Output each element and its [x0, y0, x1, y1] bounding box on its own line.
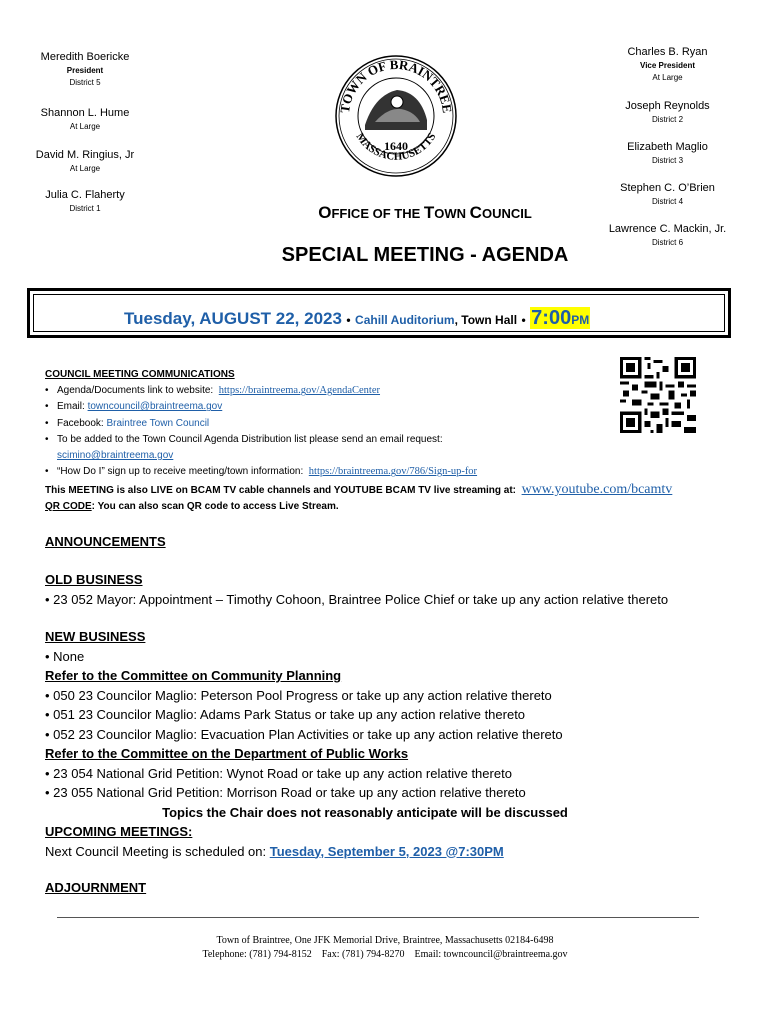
member-district: District 3	[651, 156, 684, 165]
member-name: Charles B. Ryan	[627, 46, 708, 58]
member-district: At Large	[652, 73, 683, 82]
member-name: David M. Ringius, Jr	[35, 149, 135, 161]
footer-contact: Telephone: (781) 794-8152 Fax: (781) 794-8270 Email: towncouncil@braintreema.gov	[202, 949, 568, 960]
new-business-heading: NEW BUSINESS	[45, 629, 146, 644]
old-business-section	[45, 570, 745, 609]
next-meeting-date[interactable]: Tuesday, September 5, 2023 @7:30PM	[269, 843, 504, 859]
list-item: • 23 052 Mayor: Appointment – Timothy Cohoon, Braintree Police Chief or take up any action relative thereto	[45, 591, 669, 607]
member-district: At Large	[69, 122, 101, 131]
member-role: President	[66, 66, 104, 75]
communications-section	[45, 367, 605, 480]
upcoming-section	[45, 822, 745, 861]
communications-heading: COUNCIL MEETING COMMUNICATIONS	[45, 369, 235, 380]
meeting-banner: Tuesday, AUGUST 22, 2023 • Cahill Auditorium, Town Hall • 7:00PM	[27, 288, 731, 338]
meeting-date: Tuesday, AUGUST 22, 2023	[124, 309, 342, 328]
svg-text:1640: 1640	[384, 139, 408, 153]
list-item: • None	[45, 648, 85, 664]
list-item: • Agenda/Documents link to website: https://braintreema.gov/AgendaCenter	[45, 383, 605, 399]
member-left-2	[20, 107, 150, 131]
meeting-title: SPECIAL MEETING - AGENDA	[281, 244, 569, 266]
member-district: District 2	[651, 115, 684, 124]
member-role: Vice President	[640, 61, 695, 70]
youtube-link[interactable]: www.youtube.com/bcamtv	[521, 482, 673, 497]
adjournment-section	[45, 878, 745, 898]
next-meeting: Next Council Meeting is scheduled on: Tuesday, September 5, 2023 @7:30PM	[45, 843, 504, 859]
meeting-time: 7:00PM	[531, 307, 590, 329]
qr-note: QR CODE: You can also scan QR code to access Live Stream.	[45, 501, 339, 512]
list-item: • To be added to the Town Council Agenda Distribution list please send an email request: scimino@braintreema.gov	[45, 432, 605, 464]
town-seal	[335, 50, 457, 180]
svg-text:MASSACHUSETTS: MASSACHUSETTS	[353, 130, 439, 163]
list-item: • 051 23 Councilor Maglio: Adams Park Status or take up any action relative thereto	[45, 707, 526, 722]
list-item: • 050 23 Councilor Maglio: Peterson Pool Progress or take up any action relative thereto	[45, 687, 552, 703]
member-left-3	[20, 149, 150, 173]
footer-address: Town of Braintree, One JFK Memorial Drive, Braintree, Massachusetts 02184-6498	[216, 935, 554, 946]
announcements-heading: ANNOUNCEMENTS	[45, 534, 166, 549]
new-business-section	[45, 627, 745, 861]
member-district: District 6	[651, 238, 684, 247]
svg-text:TOWN OF BRAINTREE: TOWN OF BRAINTREE	[336, 56, 456, 114]
list-item: • 052 23 Councilor Maglio: Evacuation Plan Activities or take up any action relative thereto	[45, 726, 563, 742]
list-item: • Facebook: Braintree Town Council	[45, 416, 605, 432]
committee-heading: Refer to the Committee on the Department of Public Works	[45, 746, 409, 761]
member-district: District 4	[651, 197, 684, 206]
agenda-center-link[interactable]: https://braintreema.gov/AgendaCenter	[218, 385, 381, 397]
member-right-2	[600, 100, 735, 124]
footer	[0, 934, 770, 962]
upcoming-heading: UPCOMING MEETINGS:	[45, 824, 193, 839]
town-seal-icon	[335, 50, 457, 180]
signup-link[interactable]: https://braintreema.gov/786/Sign-up-for	[308, 466, 478, 478]
member-district: District 1	[69, 204, 101, 213]
topics-note: Topics the Chair does not reasonably anticipate will be discussed	[162, 804, 568, 820]
member-right-1	[600, 46, 735, 82]
list-item: • 23 055 National Grid Petition: Morrison Road or take up any action relative thereto	[45, 785, 526, 800]
office-title: OFFICE OF THE TOWN COUNCIL	[318, 203, 532, 222]
facebook-link[interactable]: Braintree Town Council	[106, 417, 210, 429]
member-name: Stephen C. O’Brien	[620, 182, 715, 194]
adjournment-heading: ADJOURNMENT	[45, 880, 147, 895]
list-item: • Email: towncouncil@braintreema.gov	[45, 399, 605, 415]
member-right-4	[600, 182, 735, 206]
member-left-1	[20, 51, 150, 87]
member-right-3	[600, 141, 735, 165]
email-link[interactable]: towncouncil@braintreema.gov	[87, 401, 223, 413]
member-name: Meredith Boericke	[40, 51, 130, 63]
list-item: • 23 054 National Grid Petition: Wynot Road or take up any action relative thereto	[45, 765, 512, 781]
member-district: District 5	[69, 78, 101, 87]
committee-heading: Refer to the Committee on Community Planning	[45, 668, 342, 683]
old-business-heading: OLD BUSINESS	[45, 572, 143, 587]
member-left-4	[20, 189, 150, 213]
member-district: At Large	[69, 164, 101, 173]
meeting-venue: Cahill Auditorium	[355, 313, 455, 327]
member-name: Shannon L. Hume	[40, 107, 130, 119]
qr-code-icon	[620, 357, 696, 433]
member-name: Lawrence C. Mackin, Jr.	[608, 223, 727, 235]
distribution-email-link[interactable]: scimino@braintreema.gov	[57, 450, 174, 462]
member-name: Elizabeth Maglio	[627, 141, 708, 153]
qr-code[interactable]	[620, 357, 696, 433]
live-stream-notice: This MEETING is also LIVE on BCAM TV cable channels and YOUTUBE BCAM TV live streaming at: www.youtube.com/bcamtv	[45, 482, 673, 497]
member-name: Julia C. Flaherty	[45, 189, 125, 201]
list-item: • “How Do I” sign up to receive meeting/town information: https://braintreema.gov/786/Sign-up-for	[45, 464, 605, 480]
footer-divider	[57, 917, 699, 918]
member-name: Joseph Reynolds	[625, 100, 710, 112]
